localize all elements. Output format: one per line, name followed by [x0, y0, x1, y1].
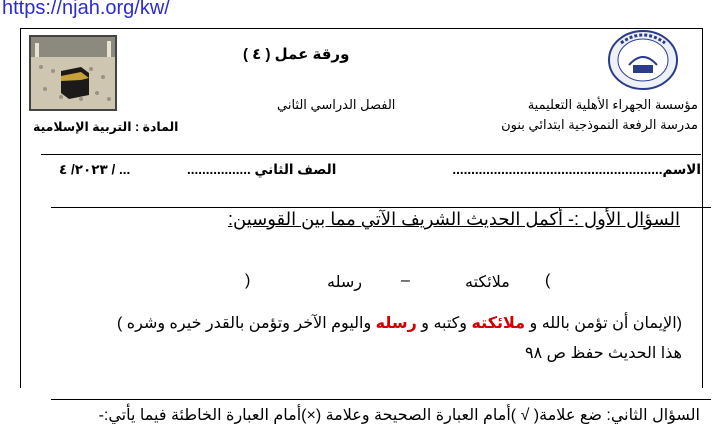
date-field[interactable]: ٢٠٢٣/ ٤ / ... — [59, 162, 131, 177]
hadith-part2: وكتبه و — [416, 315, 472, 332]
school-name-line2: مدرسة الرفعة النموذجية ابتدائي بنون — [501, 117, 698, 132]
worksheet-title: ورقة عمل ( ٤ ) — [243, 46, 350, 63]
hadith-answer-angels: ملائكته — [471, 315, 526, 332]
school-logo — [607, 29, 679, 91]
class-field[interactable]: الصف الثاني ................. — [187, 162, 337, 177]
option-close-paren: ) — [245, 272, 251, 289]
hadith-text — [117, 313, 682, 333]
answer-options — [201, 272, 601, 296]
hadith-reference: هذا الحديث حفظ ص ٩٨ — [525, 345, 682, 362]
question2-title: السؤال الثاني: ضع علامة( √ )أمام العبارة الصحيحة وعلامة (×)أمام العبارة الخاطئة فيما يأتي:- — [98, 407, 700, 424]
divider-middle — [51, 207, 711, 208]
hadith-part3: واليوم الآخر وتؤمن بالقدر خيره وشره ) — [116, 315, 376, 332]
worksheet-frame — [20, 28, 703, 424]
student-info-row — [41, 162, 701, 184]
question1-title: السؤال الأول :- أكمل الحديث الشريف الآتي مما بين القوسين: — [228, 209, 680, 229]
subject-label: المادة : التربية الإسلامية — [33, 120, 179, 134]
kaaba-image — [29, 35, 117, 111]
option-dash: – — [401, 272, 410, 289]
option-messengers: رسله — [327, 274, 363, 291]
term-label: الفصل الدراسي الثاني — [277, 97, 396, 112]
hadith-answer-messengers: رسله — [375, 315, 417, 332]
name-field[interactable]: الاسم........................................................ — [452, 162, 701, 177]
option-open-paren: ( — [545, 272, 551, 289]
divider-top — [41, 154, 701, 155]
source-url[interactable]: https://njah.org/kw/ — [2, 0, 170, 19]
hadith-part1: (الإيمان أن تؤمن بالله و — [525, 315, 682, 332]
option-angels: ملائكته — [465, 274, 510, 291]
divider-bottom — [51, 399, 711, 400]
school-name-line1: مؤسسة الجهراء الأهلية التعليمية — [527, 97, 698, 112]
